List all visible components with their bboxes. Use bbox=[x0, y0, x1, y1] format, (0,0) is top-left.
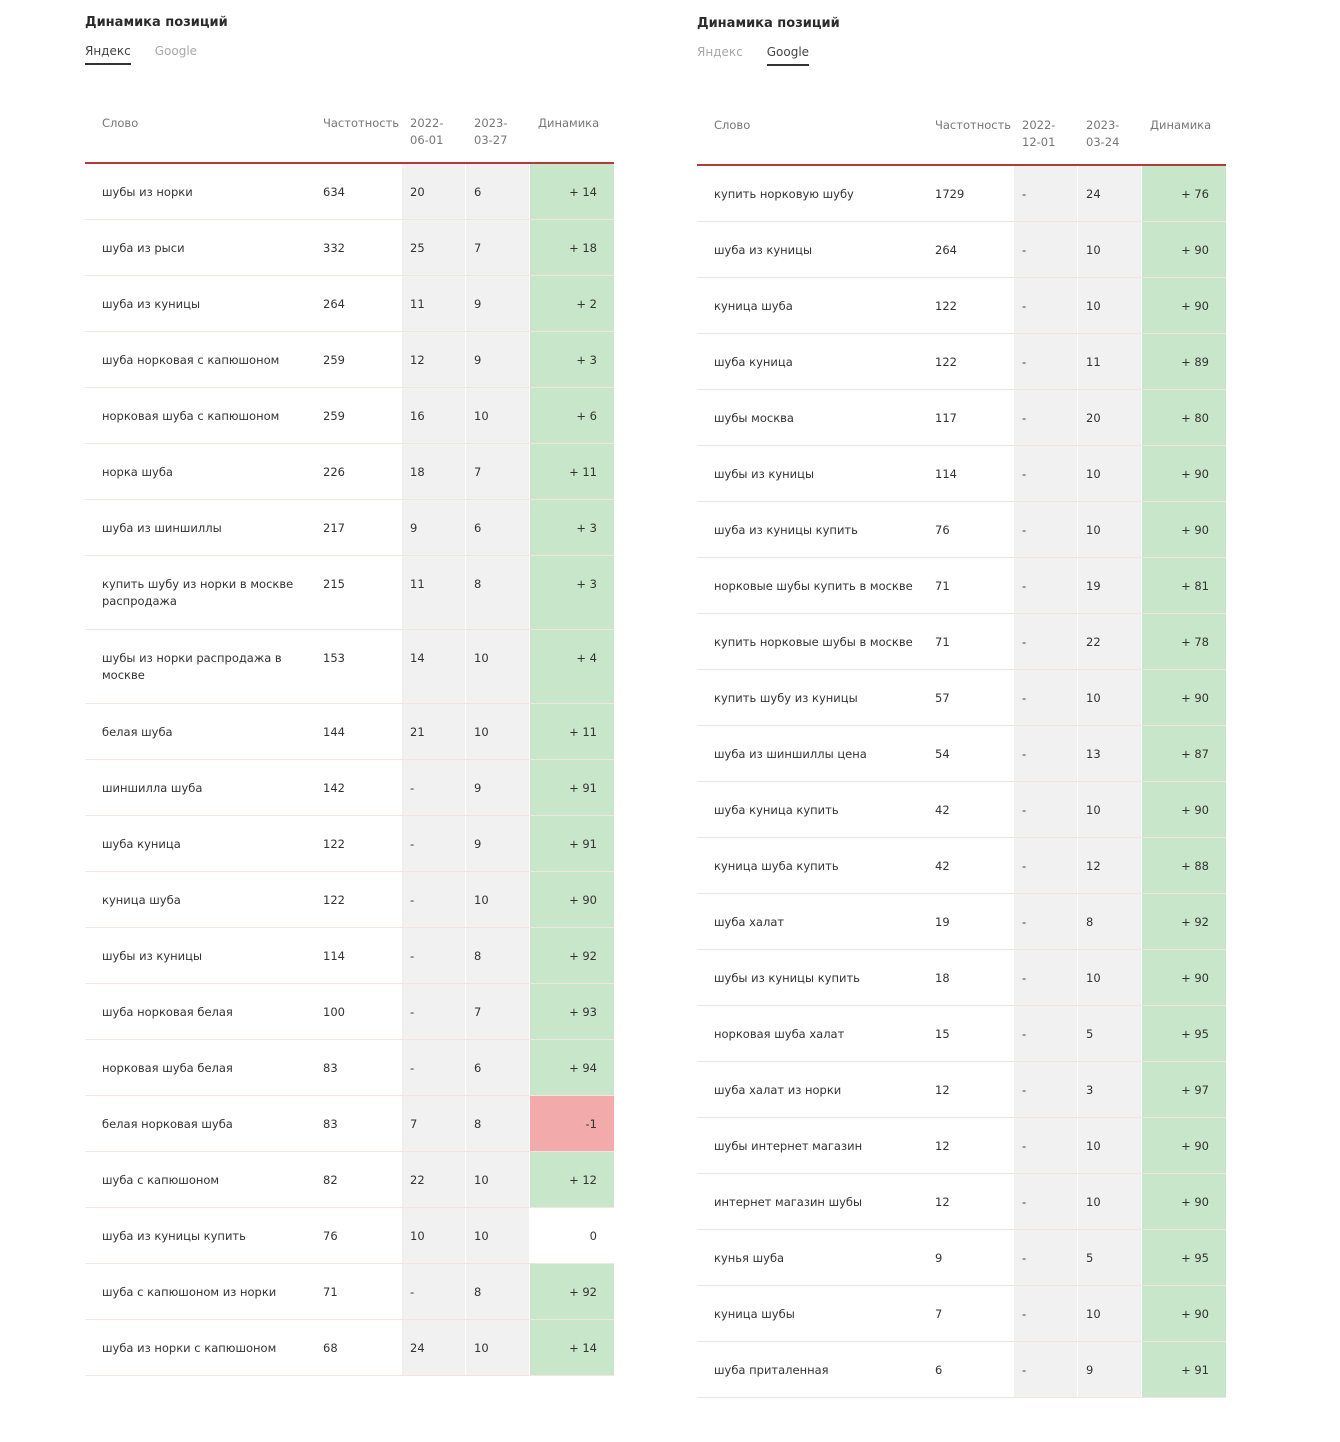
table-row bbox=[697, 782, 1226, 838]
position-date-2-cell: 7 bbox=[466, 220, 529, 275]
table-row bbox=[697, 166, 1226, 222]
keyword-cell: шуба из куницы bbox=[714, 243, 813, 257]
position-date-2-cell: 11 bbox=[1078, 334, 1141, 389]
position-date-1-cell: - bbox=[1014, 950, 1077, 1005]
frequency-cell: 42 bbox=[935, 859, 950, 873]
table-row bbox=[697, 1230, 1226, 1286]
keyword-cell: шуба из куницы купить bbox=[714, 523, 858, 537]
dynamics-cell: + 4 bbox=[530, 630, 614, 703]
position-date-1-cell: - bbox=[1014, 838, 1077, 893]
keyword-cell: кунья шуба bbox=[714, 1251, 785, 1265]
dynamics-cell: + 90 bbox=[1142, 1174, 1226, 1229]
positions-table bbox=[85, 100, 614, 1376]
table-row bbox=[697, 726, 1226, 782]
position-date-1-cell: - bbox=[1014, 558, 1077, 613]
position-date-1-cell: - bbox=[1014, 782, 1077, 837]
position-date-1-cell: - bbox=[402, 1264, 465, 1319]
table-row bbox=[697, 1174, 1226, 1230]
dynamics-cell: + 90 bbox=[1142, 782, 1226, 837]
position-date-2-cell: 10 bbox=[1078, 1286, 1141, 1341]
position-date-1-cell: 25 bbox=[402, 220, 465, 275]
table-row bbox=[85, 500, 614, 556]
keyword-cell: шуба куница bbox=[102, 837, 181, 851]
position-date-1-cell: - bbox=[1014, 390, 1077, 445]
dynamics-cell: + 91 bbox=[530, 816, 614, 871]
position-date-2-cell: 10 bbox=[466, 704, 529, 759]
position-date-2-cell: 12 bbox=[1078, 838, 1141, 893]
keyword-cell: шубы из норки bbox=[102, 185, 193, 199]
dynamics-cell: + 92 bbox=[1142, 894, 1226, 949]
tab-google[interactable]: Google bbox=[767, 45, 809, 66]
position-date-1-cell: - bbox=[402, 872, 465, 927]
position-date-1-cell: - bbox=[1014, 446, 1077, 501]
frequency-cell: 117 bbox=[935, 411, 957, 425]
position-date-1-cell: 22 bbox=[402, 1152, 465, 1207]
position-date-2-cell: 8 bbox=[1078, 894, 1141, 949]
keyword-cell: шуба приталенная bbox=[714, 1363, 829, 1377]
keyword-cell: куница шуба bbox=[714, 299, 793, 313]
position-date-1-cell: 14 bbox=[402, 630, 465, 703]
frequency-cell: 122 bbox=[935, 299, 957, 313]
frequency-cell: 82 bbox=[323, 1173, 338, 1187]
table-row bbox=[85, 928, 614, 984]
position-date-2-cell: 10 bbox=[1078, 446, 1141, 501]
frequency-cell: 71 bbox=[935, 635, 950, 649]
frequency-cell: 259 bbox=[323, 353, 345, 367]
position-date-1-cell: 24 bbox=[402, 1320, 465, 1375]
dynamics-cell: + 90 bbox=[1142, 670, 1226, 725]
frequency-cell: 122 bbox=[323, 893, 345, 907]
keyword-cell: шуба из шиншиллы bbox=[102, 521, 222, 535]
dynamics-cell: + 88 bbox=[1142, 838, 1226, 893]
dynamics-cell: + 91 bbox=[1142, 1342, 1226, 1397]
frequency-cell: 68 bbox=[323, 1341, 338, 1355]
keyword-cell: шуба норковая белая bbox=[102, 1005, 233, 1019]
table-row bbox=[697, 278, 1226, 334]
position-date-1-cell: - bbox=[1014, 726, 1077, 781]
position-date-1-cell: - bbox=[1014, 614, 1077, 669]
position-date-1-cell: - bbox=[402, 984, 465, 1039]
table-row bbox=[697, 1118, 1226, 1174]
position-date-1-cell: - bbox=[1014, 166, 1077, 221]
position-date-2-cell: 10 bbox=[1078, 1118, 1141, 1173]
position-date-1-cell: - bbox=[1014, 894, 1077, 949]
table-row bbox=[85, 872, 614, 928]
keyword-cell: шиншилла шуба bbox=[102, 781, 203, 795]
frequency-cell: 54 bbox=[935, 747, 950, 761]
table-row bbox=[85, 444, 614, 500]
position-date-2-cell: 5 bbox=[1078, 1006, 1141, 1061]
table-body bbox=[697, 166, 1226, 1398]
dynamics-cell: + 3 bbox=[530, 500, 614, 555]
frequency-cell: 122 bbox=[323, 837, 345, 851]
dynamics-cell: + 92 bbox=[530, 1264, 614, 1319]
tab-yandex[interactable]: Яндекс bbox=[697, 45, 743, 59]
dynamics-cell: + 90 bbox=[1142, 1118, 1226, 1173]
position-date-2-cell: 10 bbox=[1078, 670, 1141, 725]
position-date-2-cell: 5 bbox=[1078, 1230, 1141, 1285]
frequency-cell: 264 bbox=[323, 297, 345, 311]
position-date-2-cell: 6 bbox=[466, 500, 529, 555]
dynamics-cell: + 2 bbox=[530, 276, 614, 331]
table-row bbox=[85, 276, 614, 332]
dynamics-cell: + 95 bbox=[1142, 1006, 1226, 1061]
keyword-cell: куница шуба купить bbox=[714, 859, 839, 873]
dynamics-cell: + 11 bbox=[530, 444, 614, 499]
dynamics-cell: + 12 bbox=[530, 1152, 614, 1207]
table-row bbox=[697, 670, 1226, 726]
position-date-1-cell: - bbox=[1014, 1230, 1077, 1285]
position-date-1-cell: - bbox=[1014, 334, 1077, 389]
dynamics-cell: + 6 bbox=[530, 388, 614, 443]
position-date-2-cell: 9 bbox=[466, 760, 529, 815]
keyword-cell: шубы из норки распродажа в москве bbox=[102, 651, 282, 682]
frequency-cell: 144 bbox=[323, 725, 345, 739]
keyword-cell: шуба с капюшоном из норки bbox=[102, 1285, 277, 1299]
dynamics-cell: + 97 bbox=[1142, 1062, 1226, 1117]
position-date-2-cell: 3 bbox=[1078, 1062, 1141, 1117]
position-date-1-cell: 11 bbox=[402, 556, 465, 629]
header-frequency[interactable]: Частотность bbox=[323, 116, 400, 130]
position-date-2-cell: 10 bbox=[1078, 1174, 1141, 1229]
position-date-2-cell: 10 bbox=[1078, 782, 1141, 837]
header-dynamics[interactable]: Динамика bbox=[1150, 118, 1212, 132]
keyword-cell: куница шуба bbox=[102, 893, 181, 907]
keyword-cell: норковые шубы купить в москве bbox=[714, 579, 913, 593]
table-row bbox=[697, 1006, 1226, 1062]
dynamics-cell: + 76 bbox=[1142, 166, 1226, 221]
position-date-2-cell: 6 bbox=[466, 164, 529, 219]
frequency-cell: 226 bbox=[323, 465, 345, 479]
dynamics-cell: + 90 bbox=[1142, 1286, 1226, 1341]
keyword-cell: купить норковые шубы в москве bbox=[714, 635, 913, 649]
dynamics-cell: + 90 bbox=[1142, 502, 1226, 557]
keyword-cell: интернет магазин шубы bbox=[714, 1195, 863, 1209]
dynamics-cell: + 94 bbox=[530, 1040, 614, 1095]
table-row bbox=[85, 1264, 614, 1320]
dynamics-cell: + 90 bbox=[1142, 278, 1226, 333]
table-row bbox=[85, 630, 614, 704]
position-date-1-cell: - bbox=[1014, 222, 1077, 277]
keyword-cell: норка шуба bbox=[102, 465, 173, 479]
position-date-2-cell: 10 bbox=[1078, 278, 1141, 333]
position-date-2-cell: 10 bbox=[1078, 950, 1141, 1005]
keyword-cell: шуба куница bbox=[714, 355, 793, 369]
dynamics-cell: + 93 bbox=[530, 984, 614, 1039]
position-date-1-cell: - bbox=[1014, 1174, 1077, 1229]
keyword-cell: шубы москва bbox=[714, 411, 794, 425]
table-row bbox=[85, 1208, 614, 1264]
table-row bbox=[697, 1062, 1226, 1118]
keyword-cell: шуба из норки с капюшоном bbox=[102, 1341, 277, 1355]
position-date-1-cell: 16 bbox=[402, 388, 465, 443]
position-date-1-cell: 21 bbox=[402, 704, 465, 759]
position-date-2-cell: 10 bbox=[1078, 502, 1141, 557]
dynamics-cell: + 90 bbox=[1142, 222, 1226, 277]
frequency-cell: 15 bbox=[935, 1027, 950, 1041]
position-date-2-cell: 10 bbox=[466, 1320, 529, 1375]
keyword-cell: норковая шуба с капюшоном bbox=[102, 409, 280, 423]
position-date-2-cell: 10 bbox=[466, 1208, 529, 1263]
position-date-2-cell: 7 bbox=[466, 444, 529, 499]
position-date-1-cell: - bbox=[402, 1040, 465, 1095]
table-row bbox=[697, 446, 1226, 502]
position-date-1-cell: - bbox=[1014, 670, 1077, 725]
keyword-cell: шубы интернет магазин bbox=[714, 1139, 863, 1153]
position-date-2-cell: 7 bbox=[466, 984, 529, 1039]
keyword-cell: шубы из куницы купить bbox=[714, 971, 860, 985]
frequency-cell: 332 bbox=[323, 241, 345, 255]
position-date-1-cell: 10 bbox=[402, 1208, 465, 1263]
frequency-cell: 114 bbox=[935, 467, 957, 481]
tab-google[interactable]: Google bbox=[154, 44, 198, 58]
position-date-1-cell: 11 bbox=[402, 276, 465, 331]
frequency-cell: 7 bbox=[935, 1307, 943, 1321]
panel-title: Динамика позиций bbox=[697, 16, 840, 31]
frequency-cell: 114 bbox=[323, 949, 345, 963]
position-date-1-cell: - bbox=[1014, 1286, 1077, 1341]
dynamics-cell: + 3 bbox=[530, 332, 614, 387]
dynamics-cell: + 87 bbox=[1142, 726, 1226, 781]
table-row bbox=[85, 332, 614, 388]
table-row bbox=[697, 838, 1226, 894]
keyword-cell: купить шубу из норки в москве распродажа bbox=[102, 577, 294, 608]
dynamics-cell: + 90 bbox=[1142, 950, 1226, 1005]
position-date-1-cell: - bbox=[402, 928, 465, 983]
dynamics-cell: + 95 bbox=[1142, 1230, 1226, 1285]
frequency-cell: 12 bbox=[935, 1195, 950, 1209]
frequency-cell: 142 bbox=[323, 781, 345, 795]
dynamics-cell: + 18 bbox=[530, 220, 614, 275]
position-date-1-cell: - bbox=[402, 760, 465, 815]
position-date-2-cell: 6 bbox=[466, 1040, 529, 1095]
dynamics-cell: + 81 bbox=[1142, 558, 1226, 613]
frequency-cell: 9 bbox=[935, 1251, 943, 1265]
frequency-cell: 71 bbox=[935, 579, 950, 593]
keyword-cell: шуба из рыси bbox=[102, 241, 185, 255]
header-word[interactable]: Слово bbox=[102, 116, 139, 130]
position-date-2-cell: 10 bbox=[466, 872, 529, 927]
table-row bbox=[697, 558, 1226, 614]
header-dynamics[interactable]: Динамика bbox=[538, 116, 600, 130]
dynamics-cell: + 89 bbox=[1142, 334, 1226, 389]
table-row bbox=[85, 760, 614, 816]
position-date-2-cell: 20 bbox=[1078, 390, 1141, 445]
dynamics-cell: + 91 bbox=[530, 760, 614, 815]
frequency-cell: 42 bbox=[935, 803, 950, 817]
table-row bbox=[85, 164, 614, 220]
position-date-2-cell: 19 bbox=[1078, 558, 1141, 613]
position-date-2-cell: 8 bbox=[466, 1096, 529, 1151]
keyword-cell: шуба куница купить bbox=[714, 803, 839, 817]
position-date-2-cell: 10 bbox=[466, 1152, 529, 1207]
header-frequency[interactable]: Частотность bbox=[935, 118, 1012, 132]
dynamics-cell: + 3 bbox=[530, 556, 614, 629]
dynamics-cell: + 80 bbox=[1142, 390, 1226, 445]
position-date-2-cell: 9 bbox=[466, 816, 529, 871]
frequency-cell: 259 bbox=[323, 409, 345, 423]
dynamics-cell: + 92 bbox=[530, 928, 614, 983]
frequency-cell: 76 bbox=[935, 523, 950, 537]
keyword-cell: шуба из куницы bbox=[102, 297, 201, 311]
frequency-cell: 12 bbox=[935, 1083, 950, 1097]
table-row bbox=[85, 984, 614, 1040]
panel-title: Динамика позиций bbox=[85, 15, 228, 30]
keyword-cell: шуба норковая с капюшоном bbox=[102, 353, 280, 367]
position-date-2-cell: 10 bbox=[1078, 222, 1141, 277]
table-body bbox=[85, 164, 614, 1376]
keyword-cell: шубы из куницы bbox=[714, 467, 815, 481]
header-date-1[interactable]: 2022-12-01 bbox=[1022, 118, 1056, 149]
dynamics-cell: + 11 bbox=[530, 704, 614, 759]
table-row bbox=[85, 816, 614, 872]
keyword-cell: норковая шуба белая bbox=[102, 1061, 233, 1075]
table-row bbox=[85, 1040, 614, 1096]
position-date-1-cell: 18 bbox=[402, 444, 465, 499]
frequency-cell: 100 bbox=[323, 1005, 345, 1019]
position-date-1-cell: - bbox=[1014, 1342, 1077, 1397]
keyword-cell: шуба из шиншиллы цена bbox=[714, 747, 867, 761]
dynamics-cell: -1 bbox=[530, 1096, 614, 1151]
table-header bbox=[85, 100, 614, 164]
header-date-1[interactable]: 2022-06-01 bbox=[410, 116, 444, 147]
frequency-cell: 215 bbox=[323, 577, 345, 591]
frequency-cell: 76 bbox=[323, 1229, 338, 1243]
dynamics-cell: + 78 bbox=[1142, 614, 1226, 669]
frequency-cell: 264 bbox=[935, 243, 957, 257]
keyword-cell: куница шубы bbox=[714, 1307, 795, 1321]
table-row bbox=[85, 1320, 614, 1376]
frequency-cell: 57 bbox=[935, 691, 950, 705]
table-row bbox=[697, 222, 1226, 278]
position-date-2-cell: 9 bbox=[1078, 1342, 1141, 1397]
table-row bbox=[697, 1342, 1226, 1398]
position-date-1-cell: 9 bbox=[402, 500, 465, 555]
positions-table bbox=[697, 102, 1226, 1398]
table-row bbox=[85, 1152, 614, 1208]
table-row bbox=[697, 334, 1226, 390]
dynamics-cell: 0 bbox=[530, 1208, 614, 1263]
position-date-1-cell: - bbox=[1014, 278, 1077, 333]
position-date-1-cell: - bbox=[1014, 502, 1077, 557]
table-row bbox=[697, 390, 1226, 446]
frequency-cell: 19 bbox=[935, 915, 950, 929]
frequency-cell: 217 bbox=[323, 521, 345, 535]
position-date-2-cell: 22 bbox=[1078, 614, 1141, 669]
position-date-1-cell: 7 bbox=[402, 1096, 465, 1151]
search-engine-tabs bbox=[85, 44, 197, 65]
position-date-2-cell: 8 bbox=[466, 556, 529, 629]
keyword-cell: купить шубу из куницы bbox=[714, 691, 858, 705]
table-row bbox=[697, 1286, 1226, 1342]
keyword-cell: шуба халат из норки bbox=[714, 1083, 842, 1097]
dynamics-cell: + 14 bbox=[530, 1320, 614, 1375]
table-row bbox=[85, 1096, 614, 1152]
table-row bbox=[85, 220, 614, 276]
search-engine-tabs bbox=[697, 45, 809, 66]
table-row bbox=[697, 502, 1226, 558]
keyword-cell: шуба с капюшоном bbox=[102, 1173, 220, 1187]
table-row bbox=[85, 556, 614, 630]
keyword-cell: норковая шуба халат bbox=[714, 1027, 845, 1041]
position-date-2-cell: 9 bbox=[466, 276, 529, 331]
keyword-cell: белая норковая шуба bbox=[102, 1117, 233, 1131]
frequency-cell: 18 bbox=[935, 971, 950, 985]
position-date-2-cell: 10 bbox=[466, 630, 529, 703]
frequency-cell: 83 bbox=[323, 1061, 338, 1075]
dynamics-cell: + 90 bbox=[530, 872, 614, 927]
position-date-1-cell: - bbox=[1014, 1118, 1077, 1173]
position-date-2-cell: 13 bbox=[1078, 726, 1141, 781]
frequency-cell: 634 bbox=[323, 185, 345, 199]
table-row bbox=[85, 388, 614, 444]
position-date-2-cell: 8 bbox=[466, 928, 529, 983]
dynamics-cell: + 14 bbox=[530, 164, 614, 219]
frequency-cell: 153 bbox=[323, 651, 345, 665]
position-date-1-cell: 12 bbox=[402, 332, 465, 387]
table-row bbox=[697, 614, 1226, 670]
keyword-cell: шуба халат bbox=[714, 915, 785, 929]
keyword-cell: шуба из куницы купить bbox=[102, 1229, 246, 1243]
position-date-2-cell: 8 bbox=[466, 1264, 529, 1319]
table-row bbox=[697, 894, 1226, 950]
dynamics-cell: + 90 bbox=[1142, 446, 1226, 501]
frequency-cell: 71 bbox=[323, 1285, 338, 1299]
header-date-2[interactable]: 2023-03-24 bbox=[1086, 118, 1120, 149]
position-date-1-cell: - bbox=[402, 816, 465, 871]
header-date-2[interactable]: 2023-03-27 bbox=[474, 116, 508, 147]
position-date-1-cell: - bbox=[1014, 1062, 1077, 1117]
position-date-1-cell: - bbox=[1014, 1006, 1077, 1061]
tab-yandex[interactable]: Яндекс bbox=[85, 44, 131, 65]
position-date-2-cell: 10 bbox=[466, 388, 529, 443]
position-date-1-cell: 20 bbox=[402, 164, 465, 219]
position-date-2-cell: 9 bbox=[466, 332, 529, 387]
table-header bbox=[697, 102, 1226, 166]
keyword-cell: шубы из куницы bbox=[102, 949, 203, 963]
keyword-cell: белая шуба bbox=[102, 725, 173, 739]
table-row bbox=[85, 704, 614, 760]
frequency-cell: 1729 bbox=[935, 187, 965, 201]
header-word[interactable]: Слово bbox=[714, 118, 751, 132]
frequency-cell: 12 bbox=[935, 1139, 950, 1153]
keyword-cell: купить норковую шубу bbox=[714, 187, 854, 201]
position-date-2-cell: 24 bbox=[1078, 166, 1141, 221]
frequency-cell: 6 bbox=[935, 1363, 943, 1377]
frequency-cell: 122 bbox=[935, 355, 957, 369]
table-row bbox=[697, 950, 1226, 1006]
frequency-cell: 83 bbox=[323, 1117, 338, 1131]
